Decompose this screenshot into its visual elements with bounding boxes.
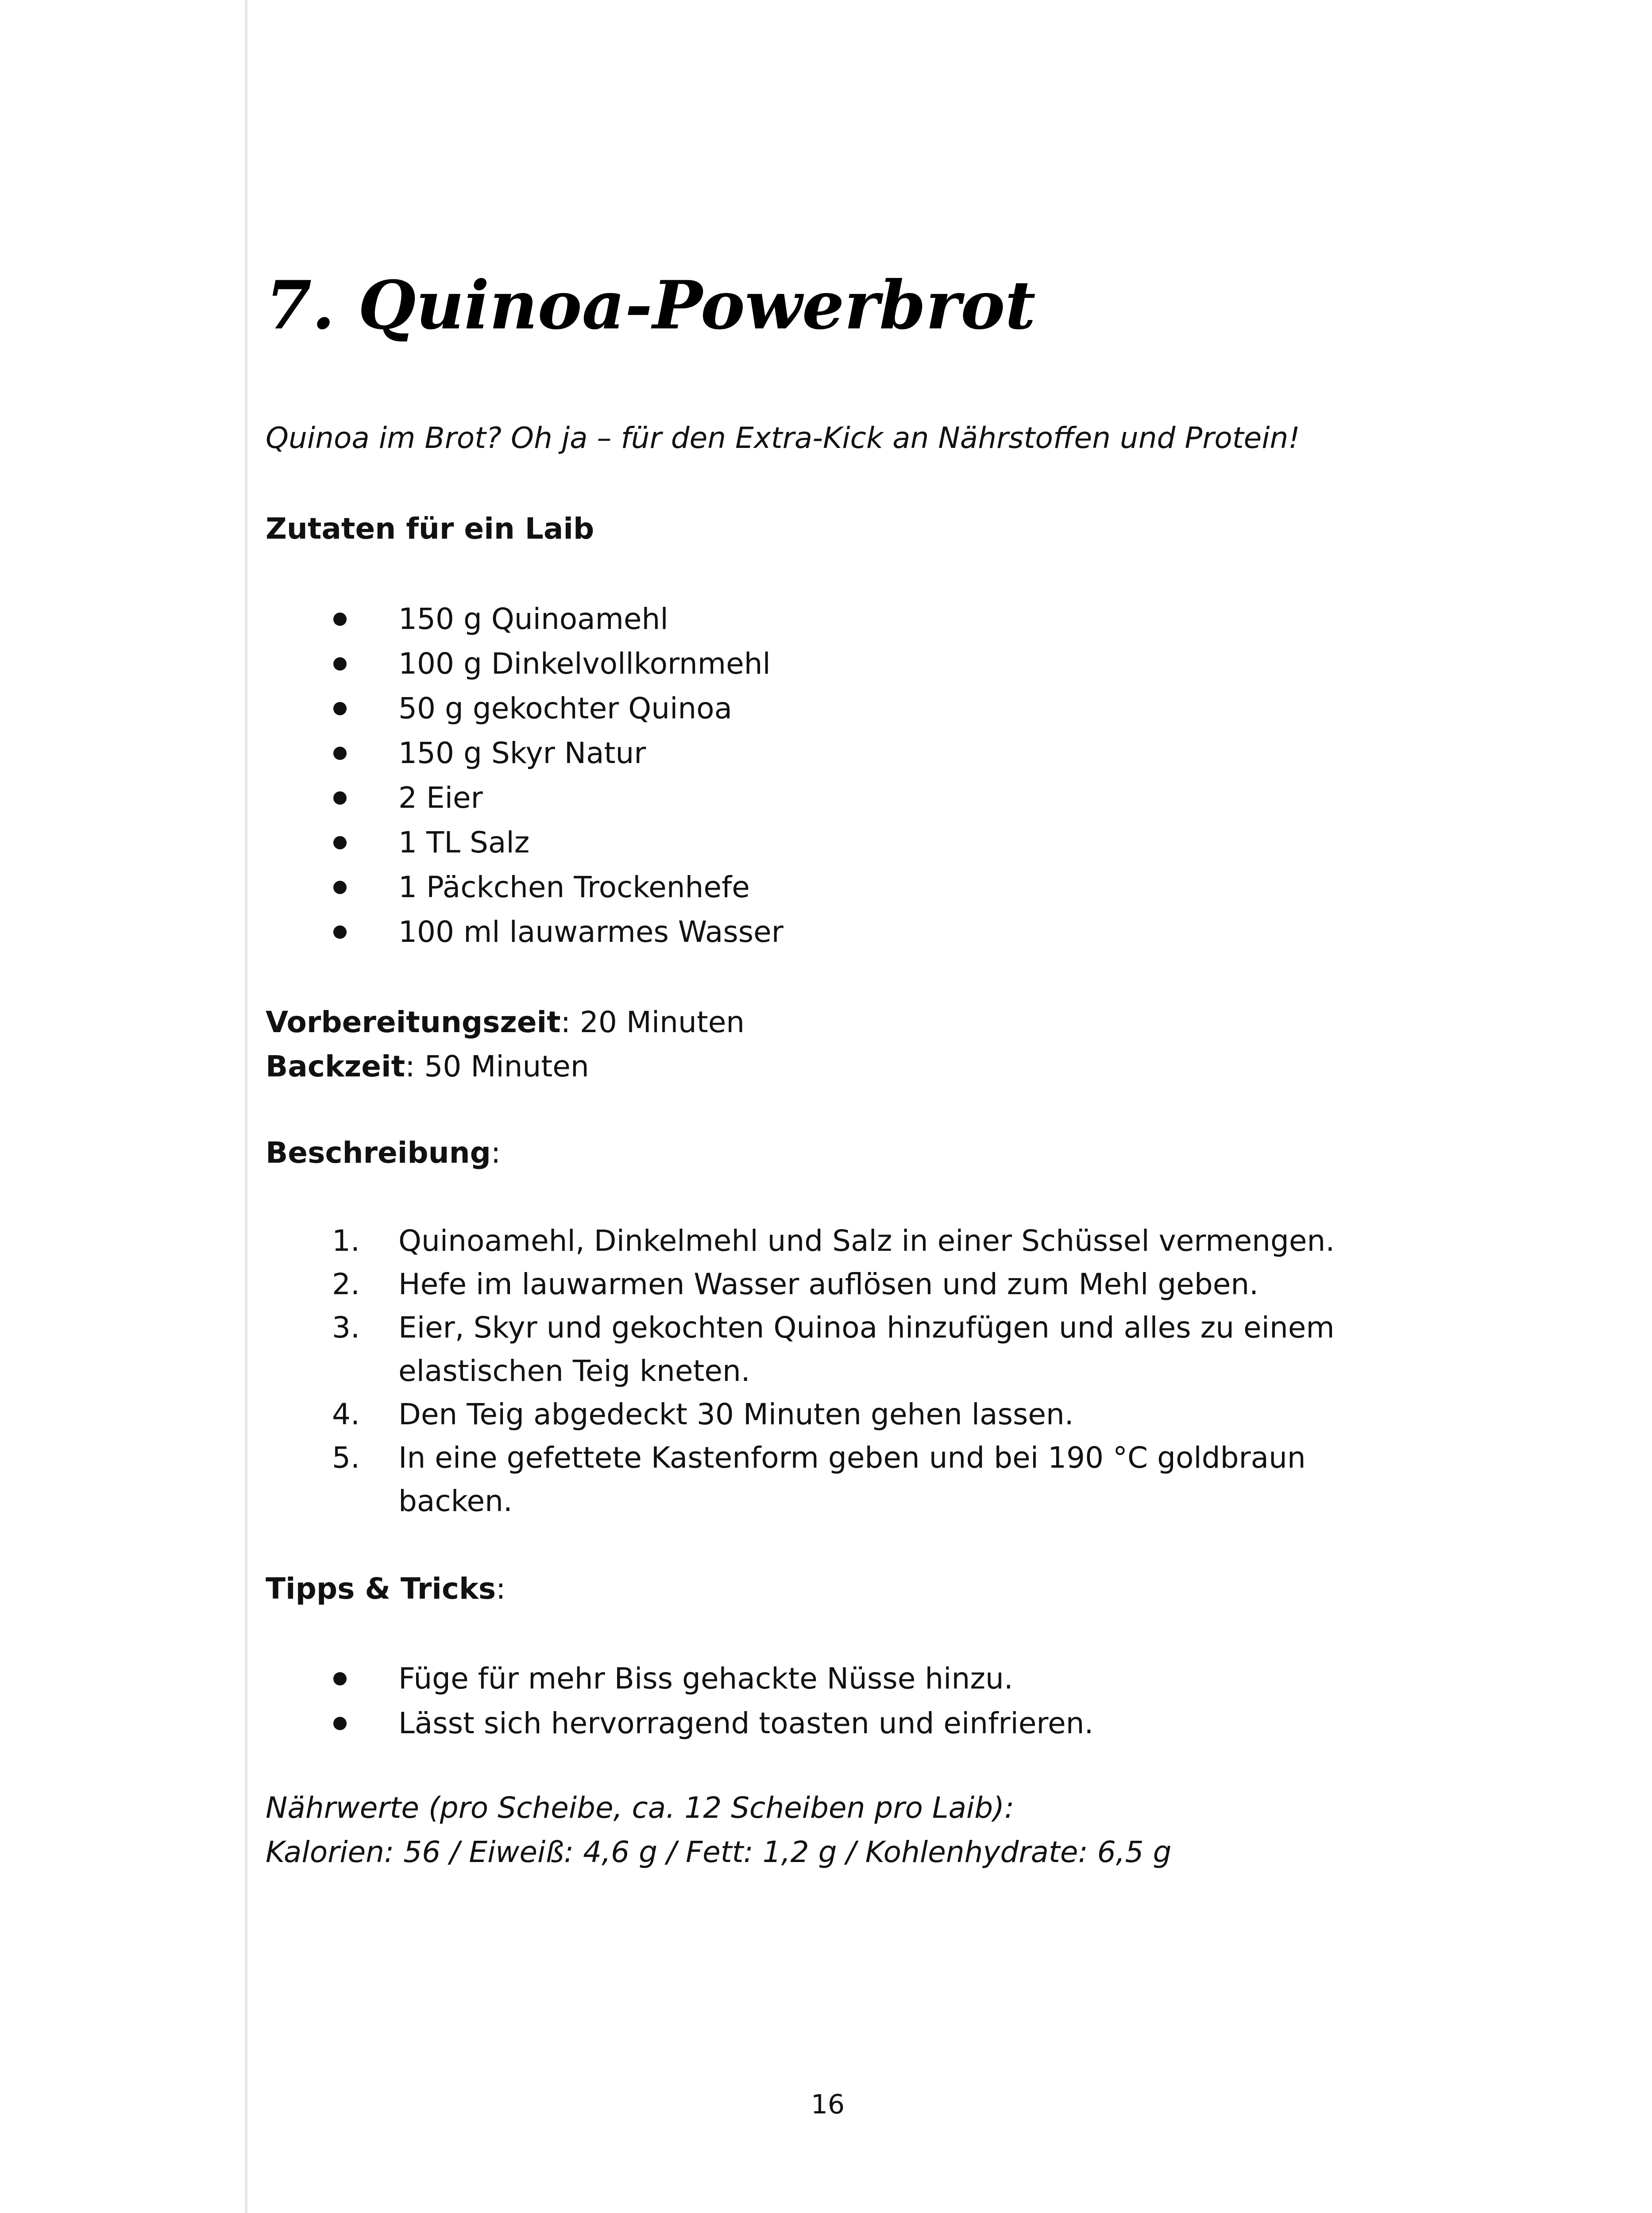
ingredients-heading [266,509,594,549]
tip-item [266,1701,1094,1746]
step-text-line: Hefe im lauwarmen Wasser auflösen und zum Mehl geben. [398,1267,1259,1301]
step-text-line: Quinoamehl, Dinkelmehl und Salz in einer Schüssel vermengen. [398,1224,1335,1258]
step-item [266,1263,1335,1306]
bullet-icon [333,1717,347,1730]
tips-heading-colon: : [496,1572,506,1606]
ingredient-item-text: 150 g Quinoamehl [398,602,668,636]
ingredient-item-text: 2 Eier [398,781,483,815]
nutrition-info [266,1786,1172,1874]
bullet-icon [333,613,347,626]
step-number: 5. [332,1441,360,1475]
bullet-icon [333,657,347,671]
tip-item-text: Füge für mehr Biss gehackte Nüsse hinzu. [398,1662,1013,1696]
tips-heading [266,1569,506,1609]
bullet-icon [333,925,347,939]
ingredient-item [266,686,784,731]
ingredient-item [266,597,784,641]
prep-time [266,1000,745,1045]
step-text-line: backen. [398,1484,513,1518]
tips-heading-text: Tipps & Tricks [266,1572,496,1606]
step-number: 1. [332,1224,360,1258]
step-number: 2. [332,1267,360,1301]
step-text-line: elastischen Teig kneten. [398,1354,750,1388]
ingredient-item [266,865,784,910]
ingredient-item-text: 100 ml lauwarmes Wasser [398,915,784,949]
recipe-intro: Quinoa im Brot? Oh ja – für den Extra-Kick an Nährstoffen und Protein! [266,421,1300,455]
ingredient-item [266,641,784,686]
bullet-icon [333,747,347,760]
page-number: 16 [811,2089,845,2120]
tips-list [266,1656,1094,1746]
step-item [266,1219,1335,1263]
ingredient-item-text: 100 g Dinkelvollkornmehl [398,647,771,681]
bullet-icon [333,836,347,849]
step-item [266,1306,1335,1393]
ingredient-item-text: 50 g gekochter Quinoa [398,691,733,725]
nutrition-heading: Nährwerte (pro Scheibe, ca. 12 Scheiben pro Laib): [266,1791,1015,1825]
bake-time-value: : 50 Minuten [405,1049,589,1083]
tip-item [266,1656,1094,1701]
nutrition-values: Kalorien: 56 / Eiweiß: 4,6 g / Fett: 1,2 g / Kohlenhydrate: 6,5 g [266,1835,1172,1869]
step-text-line: In eine gefettete Kastenform geben und bei 190 °C goldbraun [398,1441,1306,1475]
ingredient-item [266,910,784,954]
ingredient-item [266,731,784,775]
ingredient-item-text: 1 Päckchen Trockenhefe [398,870,750,904]
bullet-icon [333,791,347,805]
step-number: 4. [332,1397,360,1431]
bullet-icon [333,881,347,894]
page-margin-line [245,0,247,2213]
step-text-line: Eier, Skyr und gekochten Quinoa hinzufügen und alles zu einem [398,1311,1335,1345]
step-item [266,1393,1335,1436]
description-heading [266,1133,501,1173]
ingredient-item-text: 1 TL Salz [398,825,530,860]
bullet-icon [333,1672,347,1685]
recipe-title: 7. Quinoa-Powerbrot [266,266,1036,344]
prep-time-label: Vorbereitungszeit [266,1005,561,1039]
bake-time [266,1045,589,1089]
steps-list [266,1219,1335,1523]
ingredient-item [266,775,784,820]
bullet-icon [333,702,347,715]
ingredients-heading-text: Zutaten für ein Laib [266,512,594,546]
prep-time-value: : 20 Minuten [560,1005,745,1039]
step-number: 3. [332,1311,360,1345]
ingredient-item [266,820,784,865]
ingredient-item-text: 150 g Skyr Natur [398,736,646,770]
bake-time-label: Backzeit [266,1049,405,1083]
step-text-line: Den Teig abgedeckt 30 Minuten gehen lassen. [398,1397,1074,1431]
tip-item-text: Lässt sich hervorragend toasten und einfrieren. [398,1706,1094,1740]
description-heading-colon: : [490,1136,501,1170]
ingredients-list [266,597,784,954]
step-item [266,1436,1335,1523]
description-heading-text: Beschreibung [266,1136,491,1170]
